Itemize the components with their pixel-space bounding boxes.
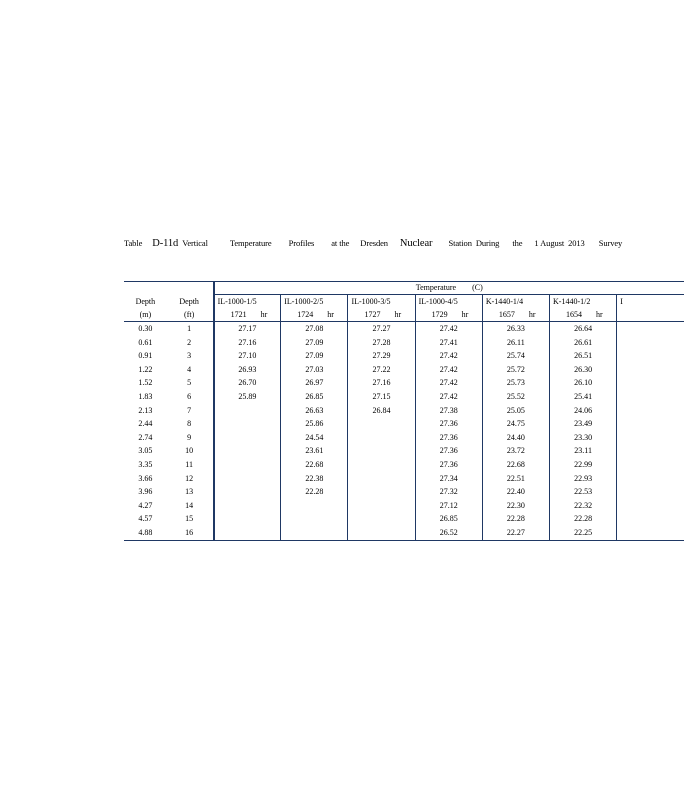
caption-word: Temperature (229, 238, 272, 248)
temperature-cell: 25.72 (482, 363, 549, 377)
temperature-cell: 23.61 (281, 444, 348, 458)
depth-m-unit: (m) (139, 310, 152, 319)
temperature-cell (617, 349, 684, 363)
temperature-cell: 22.32 (550, 499, 617, 513)
temperature-cell: 23.49 (550, 417, 617, 431)
temperature-cell: 22.68 (281, 458, 348, 472)
depth-ft-cell: 12 (185, 473, 194, 483)
table-row (124, 499, 684, 513)
temperature-cell: 25.52 (482, 390, 549, 404)
station-name-header: IL-1000-4/5 (415, 295, 482, 309)
table-row (124, 404, 684, 418)
header-blank (124, 282, 167, 295)
caption-word: Dresden (360, 238, 388, 248)
station-time-unit: hr (260, 310, 268, 319)
temperature-cell: 26.11 (482, 336, 549, 350)
temperature-cell: 27.29 (348, 349, 415, 363)
temperature-cell: 22.40 (482, 485, 549, 499)
temperature-cell (214, 444, 281, 458)
temperature-cell: 27.42 (415, 363, 482, 377)
depth-ft-cell: 8 (187, 419, 192, 429)
temperature-cell (617, 417, 684, 431)
caption-word: Survey (598, 238, 623, 248)
temperature-cell: 25.05 (482, 404, 549, 418)
caption-word: D-11d (152, 238, 179, 249)
depth-ft-cell: 11 (185, 459, 193, 469)
temperature-cell: 26.30 (550, 363, 617, 377)
caption-word: Table (124, 238, 143, 248)
temperature-cell: 27.03 (281, 363, 348, 377)
depth-m-cell: 2.44 (138, 419, 153, 429)
temperature-cell: 26.61 (550, 336, 617, 350)
temperature-cell (348, 431, 415, 445)
temperature-cell (214, 512, 281, 526)
table-caption (124, 238, 623, 249)
temperature-cell: 27.32 (415, 485, 482, 499)
depth-ft-cell: 7 (187, 405, 192, 415)
depth-ft-cell: 5 (187, 378, 192, 388)
temperature-cell: 24.40 (482, 431, 549, 445)
temperature-cell: 25.41 (550, 390, 617, 404)
temperature-cell: 27.36 (415, 444, 482, 458)
temperature-cell: 27.42 (415, 390, 482, 404)
temperature-cell (214, 485, 281, 499)
temperature-cell: 27.09 (281, 349, 348, 363)
temperature-cell: 24.75 (482, 417, 549, 431)
temperature-cell: 27.22 (348, 363, 415, 377)
temperature-cell: 22.28 (482, 512, 549, 526)
temperature-table-container (124, 281, 623, 573)
depth-m-cell: 0.30 (124, 322, 167, 336)
temperature-cell: 26.97 (281, 376, 348, 390)
table-row (124, 526, 684, 540)
table-row (124, 417, 684, 431)
temperature-cell: 26.52 (415, 526, 482, 540)
station-time: 1721 (230, 310, 247, 319)
temperature-cell: 26.64 (550, 322, 617, 336)
temperature-cell (214, 472, 281, 486)
caption-word: Profiles (288, 238, 315, 248)
temperature-cell (214, 404, 281, 418)
station-time-header (482, 308, 549, 322)
depth-m-cell: 4.27 (138, 500, 153, 510)
temperature-cell (214, 526, 281, 540)
station-time: 1727 (364, 310, 381, 319)
temperature-cell: 26.70 (214, 376, 281, 390)
depth-m-cell: 3.66 (138, 473, 153, 483)
temperature-cell: 25.73 (482, 376, 549, 390)
depth-m-cell: 3.96 (138, 487, 153, 497)
station-name-header: K-1440-1/2 (550, 295, 617, 309)
temperature-cell (214, 417, 281, 431)
table-row (124, 472, 684, 486)
station-time-header (281, 308, 348, 322)
station-time-unit: hr (596, 310, 603, 319)
table-row (124, 444, 684, 458)
depth-m-cell: 2.13 (138, 405, 153, 415)
temperature-cell: 26.33 (482, 322, 549, 336)
temperature-cell: 26.85 (281, 390, 348, 404)
station-time-header (415, 308, 482, 322)
temperature-cell: 27.41 (415, 336, 482, 350)
depth-ft-cell: 16 (167, 526, 212, 540)
temperature-cell: 27.27 (348, 322, 415, 336)
temperature-cell: 26.10 (550, 376, 617, 390)
temperature-cell: 27.42 (415, 349, 482, 363)
temperature-cell (214, 458, 281, 472)
temperature-cell (348, 444, 415, 458)
table-row (124, 485, 684, 499)
temperature-cell: 22.28 (550, 512, 617, 526)
temperature-cell: 27.15 (348, 390, 415, 404)
depth-ft-header: Depth (179, 296, 199, 306)
temperature-cell (348, 458, 415, 472)
temperature-cell: 27.36 (415, 458, 482, 472)
station-name-header: I (617, 295, 684, 309)
depth-ft-cell: 2 (187, 337, 192, 347)
header-blank (167, 282, 212, 295)
temperature-cell: 22.28 (281, 485, 348, 499)
temperature-cell (348, 417, 415, 431)
table-row (124, 512, 684, 526)
temperature-cell: 25.89 (214, 390, 281, 404)
station-time-header (214, 308, 281, 322)
temperature-cell (617, 404, 684, 418)
table-row (124, 390, 684, 404)
temperature-cell (617, 472, 684, 486)
depth-m-cell: 2.74 (138, 432, 153, 442)
table-row (124, 363, 684, 377)
depth-ft-cell: 9 (187, 432, 192, 442)
temperature-cell: 23.11 (550, 444, 617, 458)
temperature-cell (617, 444, 684, 458)
caption-word: Station (448, 238, 472, 248)
temperature-cell (281, 512, 348, 526)
depth-ft-cell: 1 (167, 322, 212, 336)
temperature-cell: 25.74 (482, 349, 549, 363)
depth-m-cell: 0.91 (138, 351, 153, 361)
station-time-unit: hr (528, 310, 536, 319)
caption-word: Nuclear (399, 238, 433, 249)
temperature-cell: 27.28 (348, 336, 415, 350)
caption-word: During (475, 238, 500, 248)
depth-m-cell: 1.52 (138, 378, 153, 388)
table-row (124, 458, 684, 472)
depth-m-header: Depth (135, 296, 156, 306)
station-time-header (550, 308, 617, 322)
temperature-cell (281, 499, 348, 513)
station-time: 1724 (297, 310, 314, 319)
table-row (124, 336, 684, 350)
depth-m-cell: 4.57 (138, 514, 153, 524)
temperature-cell (617, 376, 684, 390)
depth-ft-cell: 4 (187, 364, 192, 374)
temperature-cell: 27.17 (214, 322, 281, 336)
temperature-cell: 27.34 (415, 472, 482, 486)
temperature-cell: 26.85 (415, 512, 482, 526)
temperature-cell: 27.36 (415, 431, 482, 445)
temperature-cell: 26.84 (348, 404, 415, 418)
caption-word: the (512, 238, 523, 248)
caption-word: at the (331, 238, 350, 248)
depth-m-cell: 1.83 (138, 391, 153, 401)
temperature-cell: 27.16 (214, 336, 281, 350)
temperature-cell (617, 390, 684, 404)
station-time: 1654 (566, 310, 582, 319)
temperature-cell: 26.63 (281, 404, 348, 418)
temperature-cell (214, 499, 281, 513)
station-name-header: IL-1000-3/5 (348, 295, 415, 309)
depth-m-cell: 4.88 (124, 526, 167, 540)
caption-word: 2013 (568, 238, 585, 248)
temperature-cell: 22.99 (550, 458, 617, 472)
station-time-unit: hr (461, 310, 469, 319)
station-name-header: K-1440-1/4 (482, 295, 549, 309)
station-time-unit: hr (327, 310, 334, 319)
temperature-cell: 27.42 (415, 322, 482, 336)
depth-ft-cell: 3 (187, 351, 192, 361)
temperature-cell: 22.53 (550, 485, 617, 499)
temperature-cell: 23.72 (482, 444, 549, 458)
station-time-header (348, 308, 415, 322)
temperature-cell: 27.16 (348, 376, 415, 390)
temperature-cell: 25.86 (281, 417, 348, 431)
depth-m-cell: 3.05 (138, 446, 153, 456)
depth-ft-cell: 6 (187, 391, 192, 401)
station-name-header: IL-1000-2/5 (281, 295, 348, 309)
temperature-cell (617, 363, 684, 377)
station-time: 1729 (431, 310, 448, 319)
caption-word: Vertical (182, 238, 208, 248)
temperature-group-header: Temperature (C) (214, 282, 684, 295)
temperature-cell: 24.54 (281, 431, 348, 445)
temperature-cell (348, 499, 415, 513)
temperature-cell (281, 526, 348, 540)
temperature-cell (617, 526, 684, 540)
station-time-unit: hr (394, 310, 402, 319)
temperature-cell: 23.30 (550, 431, 617, 445)
temperature-cell (617, 458, 684, 472)
temperature-cell: 22.68 (482, 458, 549, 472)
temperature-cell: 26.93 (214, 363, 281, 377)
temperature-cell (348, 512, 415, 526)
temperature-cell: 27.08 (281, 322, 348, 336)
temperature-cell (617, 336, 684, 350)
depth-ft-cell: 15 (185, 514, 194, 524)
temperature-cell: 24.06 (550, 404, 617, 418)
temperature-cell: 27.09 (281, 336, 348, 350)
temperature-cell (348, 526, 415, 540)
temperature-profile-table (124, 281, 684, 541)
station-time-header (617, 308, 684, 322)
depth-ft-cell: 10 (185, 446, 194, 456)
temperature-cell: 22.51 (482, 472, 549, 486)
temperature-cell (348, 485, 415, 499)
temperature-cell (214, 431, 281, 445)
temperature-cell: 22.27 (482, 526, 549, 540)
temperature-cell: 22.25 (550, 526, 617, 540)
table-row (124, 376, 684, 390)
caption-word: 1 August (534, 238, 565, 248)
station-time: 1657 (498, 310, 515, 319)
temperature-cell: 26.51 (550, 349, 617, 363)
temperature-cell: 27.10 (214, 349, 281, 363)
temperature-cell (348, 472, 415, 486)
temperature-cell (617, 499, 684, 513)
temperature-cell: 22.93 (550, 472, 617, 486)
depth-m-cell: 0.61 (138, 337, 153, 347)
depth-ft-cell: 14 (185, 500, 194, 510)
station-name-header: IL-1000-1/5 (214, 295, 281, 309)
temperature-cell: 22.38 (281, 472, 348, 486)
temperature-cell: 27.38 (415, 404, 482, 418)
temperature-cell: 27.12 (415, 499, 482, 513)
depth-m-cell: 1.22 (138, 364, 153, 374)
table-row (124, 349, 684, 363)
temperature-cell: 27.36 (415, 417, 482, 431)
temperature-cell (617, 431, 684, 445)
temperature-cell (617, 322, 684, 336)
temperature-cell: 27.42 (415, 376, 482, 390)
temperature-cell (617, 512, 684, 526)
depth-ft-cell: 13 (185, 487, 194, 497)
depth-m-cell: 3.35 (138, 459, 153, 469)
temperature-cell: 22.30 (482, 499, 549, 513)
temperature-cell (617, 485, 684, 499)
table-row (124, 431, 684, 445)
depth-ft-unit: (ft) (184, 310, 195, 319)
table-row (124, 322, 684, 336)
